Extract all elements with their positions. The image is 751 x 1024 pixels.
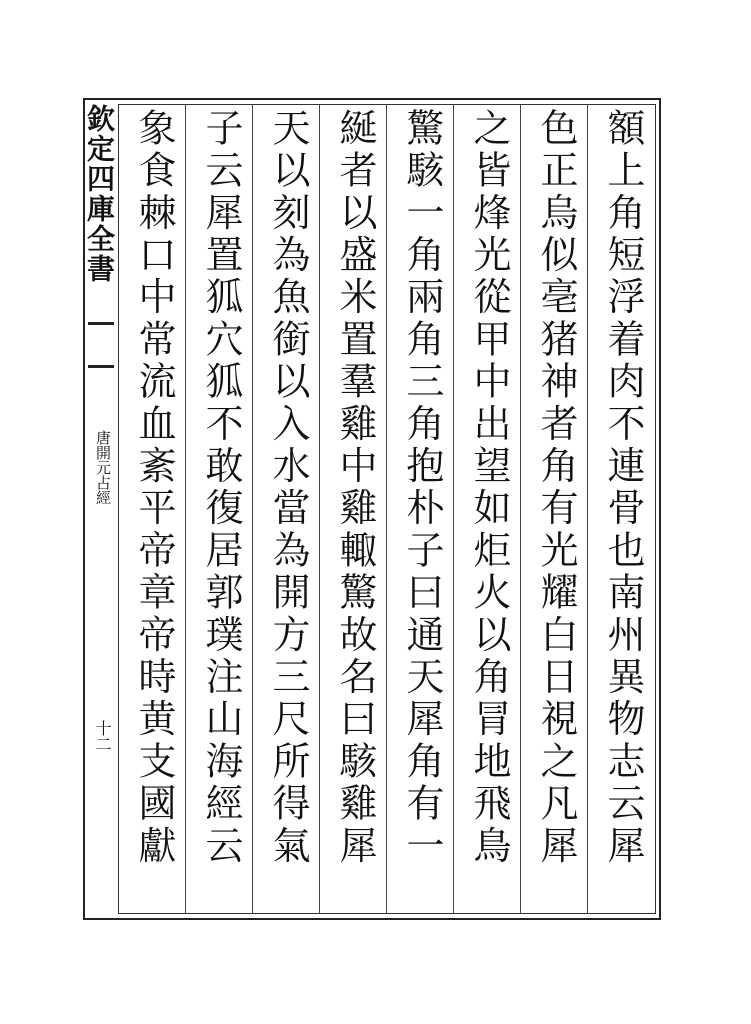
page-number: 十二 [93,720,112,752]
book-title: 唐開元占經 [94,430,112,505]
text-column-4: 驚駭一角兩角三角抱朴子曰通天犀角有一 [400,108,444,868]
fish-tail-mark [88,322,114,368]
text-column-2: 色正烏似亳猪神者角有光耀白日視之凡犀 [534,108,578,868]
text-column-3: 之皆烽光從甲中出望如炬火以角冐地飛鳥 [467,108,511,868]
text-column-5: 綖者以盛米置羣雞中雞輙驚故名曰駭雞犀 [333,108,377,868]
text-column-7: 子云犀置狐穴狐不敢復居郭璞注山海經云 [199,108,243,868]
text-column-1: 額上角短浮着肉不連骨也南州異物志云犀 [601,108,645,868]
text-column-6: 天以刻為魚銜以入水當為開方三尺所得氣 [266,108,310,868]
text-column-8: 象食棘口中常流血紊平帝章帝時黄支國獻 [132,108,176,868]
collection-title: 欽定四庫全書 [83,104,116,284]
